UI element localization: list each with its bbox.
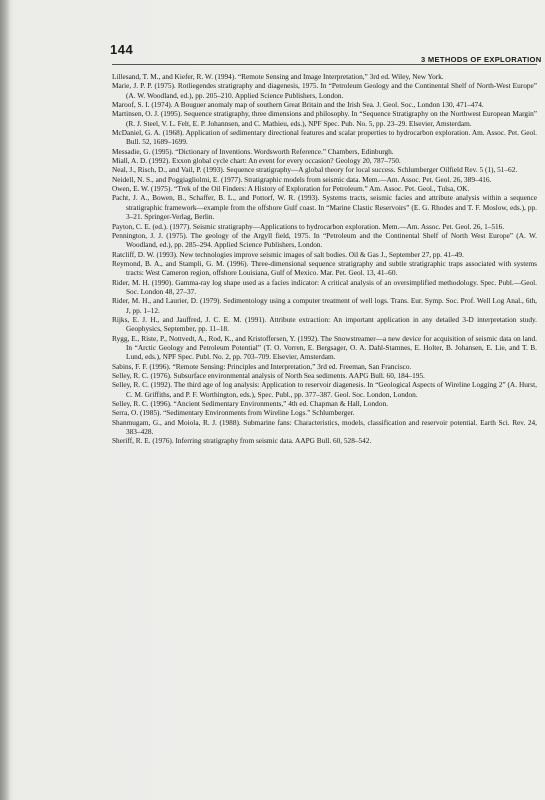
reference-entry: Rijks, E. J. H., and Jauffred, J. C. E. M. (1991). Attribute extraction: An important application in any detailed 3-D interpretation study. Geophysics, September, pp. 11–18. [112, 314, 537, 334]
reference-entry: Martinsen, O. J. (1995). Sequence stratigraphy, three dimensions and philosophy. In “Sequence Stratigraphy on the Northwest European Margin” (R. J. Steel, V. L. Felt, E. P. Johannsen, and C. Mathieu, eds.), NPF Spec. Pub. No. 5, pp. 23–29. Elsevier, Amsterdam. [112, 109, 537, 128]
reference-list [112, 72, 537, 446]
reference-entry: Maroof, S. I. (1974). A Bouguer anomaly map of southern Great Britain and the Irish Sea. J. Geol. Soc., London 130, 471–474. [112, 100, 484, 110]
reference-entry: Reymond, B. A., and Stampli, G. M. (1996). Three-dimensional sequence stratigraphy and subtle stratigraphic traps associated with systems tracts: West Cameron region, offshore Louisiana, Gulf of Mexico. Mar. Pet. Geol. 13, 41–60. [112, 258, 537, 278]
reference-entry: Selley, R. C. (1996). “Ancient Sedimentary Environments,” 4th ed. Chapman & Hall, London. [112, 399, 388, 409]
reference-entry: Neidell, N. S., and Poggiagliolmi, E. (1977). Stratigraphic models from seismic data. Mem.—Am. Assoc. Pet. Geol. 26, 389–416. [112, 174, 492, 184]
reference-entry: Rygg, E., Riste, P., Nottvedt, A., Rod, K., and Kristoffersen, Y. (1992). The Snowstreamer—a new device for acquisition of seismic data on land. In “Arctic Geology and Petroleum Potential” (T. O. Vorren, E. Bergsager, O. A. Dahl-Stamnes, E. Holter, B. Johansen, E. Lie, and T. B. Lund, eds.), NPF Spec. Publ. No. 2, pp. 703–709. Elsevier, Amsterdam. [112, 333, 537, 362]
reference-entry: Owen, E. W. (1975). “Trek of the Oil Finders: A History of Exploration for Petroleum.” Am. Assoc. Pet. Geol., Tulsa, OK. [112, 184, 470, 194]
reference-entry: Rider, M. H., and Laurier, D. (1979). Sedimentology using a computer treatment of well logs. Trans. Eur. Symp. Soc. Prof. Well Log Anal., 6th, J, pp. 1–12. [112, 296, 537, 315]
reference-entry: Messadie, G. (1995). “Dictionary of Inventions. Wordsworth Reference.” Chambers, Edinburgh. [112, 146, 394, 156]
reference-entry: Rider, M. H. (1990). Gamma-ray log shape used as a facies indicator: A critical analysis of an oversimplified methodology. Spec. Publ.—Geol. Soc. London 48, 27–37. [112, 277, 537, 296]
reference-entry: McDaniel, G. A. (1968). Application of sedimentary directional features and scalar properties to hydrocarbon exploration. Am. Assoc. Pet. Geol. Bull. 52, 1689–1699. [112, 128, 537, 147]
page-number: 144 [110, 42, 134, 57]
reference-entry: Sheriff, R. E. (1976). Inferring stratigraphy from seismic data. AAPG Bull. 60, 528–542. [112, 436, 372, 446]
header-rule [112, 64, 537, 65]
reference-entry: Shanmugam, G., and Moiola, R. J. (1988). Submarine fans: Characteristics, models, classification and reservoir potential. Earth Sci. Rev. 24, 383–428. [112, 417, 537, 437]
reference-entry: Selley, R. C. (1976). Subsurface environmental analysis of North Sea sediments. AAPG Bull. 60, 184–195. [112, 371, 425, 380]
page-spine-shadow [0, 0, 10, 800]
reference-entry: Miall, A. D. (1992). Exxon global cycle chart: An event for every occasion? Geology 20, 787–750. [112, 156, 401, 166]
reference-entry: Serra, O. (1985). “Sedimentary Environments from Wireline Logs.” Schlumberger. [112, 408, 355, 418]
reference-entry: Selley, R. C. (1992). The third age of log analysis: Application to reservoir diagenesis. In “Geological Aspects of Wireline Logging 2” (A. Hurst, C. M. Griffiths, and P. F. Worthington, eds.), Spec. Publ., pp. 377–387. Geol. Soc. London, London. [112, 380, 537, 399]
running-head: 3 METHODS OF EXPLORATION [421, 55, 542, 64]
reference-entry: Marie, J. P. P. (1975). Rotliegendes stratigraphy and diagenesis, 1975. In “Petroleum Geology and the Continental Shelf of North-West Europe” (A. W. Woodland, ed.), pp. 205–210. Applied Science Publishers, London. [112, 81, 537, 100]
reference-entry: Sabins, F. F. (1996). “Remote Sensing: Principles and Interpretation,” 3rd ed. Freeman, San Francisco. [112, 361, 412, 371]
reference-entry: Lillesand, T. M., and Kiefer, R. W. (1994). “Remote Sensing and Image Interpretation,” 3rd ed. Wiley, New York. [112, 72, 444, 81]
reference-entry: Pennington, J. J. (1975). The geology of the Argyll field, 1975. In “Petroleum and the Continental Shelf of North West Europe” (A. W. Woodland, ed.), pp. 285–294. Applied Science Publishers, London. [112, 230, 537, 250]
reference-entry: Pacht, J. A., Bowen, B., Schaffer, B. L., and Pottorf, W. R. (1993). Systems tracts, seismic facies and attribute analysis within a sequence stratigraphic framework—example from the offshore Gulf coast. In “Marine Clastic Reservoirs” (E. G. Rhodes and T. F. Moslow, eds.), pp. 3–21. Springer-Verlag, Berlin. [112, 193, 537, 222]
reference-entry: Ratcliff, D. W. (1993). New technologies improve seismic images of salt bodies. Oil & Gas J., September 27, pp. 41–49. [112, 249, 464, 259]
reference-entry: Payton, C. E. (ed.). (1977). Seismic stratigraphy—Applications to hydrocarbon exploration. Mem.—Am. Assoc. Pet. Geol. 26, 1–516. [112, 221, 505, 231]
reference-entry: Neal, J., Risch, D., and Vail, P. (1993). Sequence stratigraphy—A global theory for local success. Schlumberger Oilfield Rev. 5 (1), 51–62. [112, 165, 518, 175]
